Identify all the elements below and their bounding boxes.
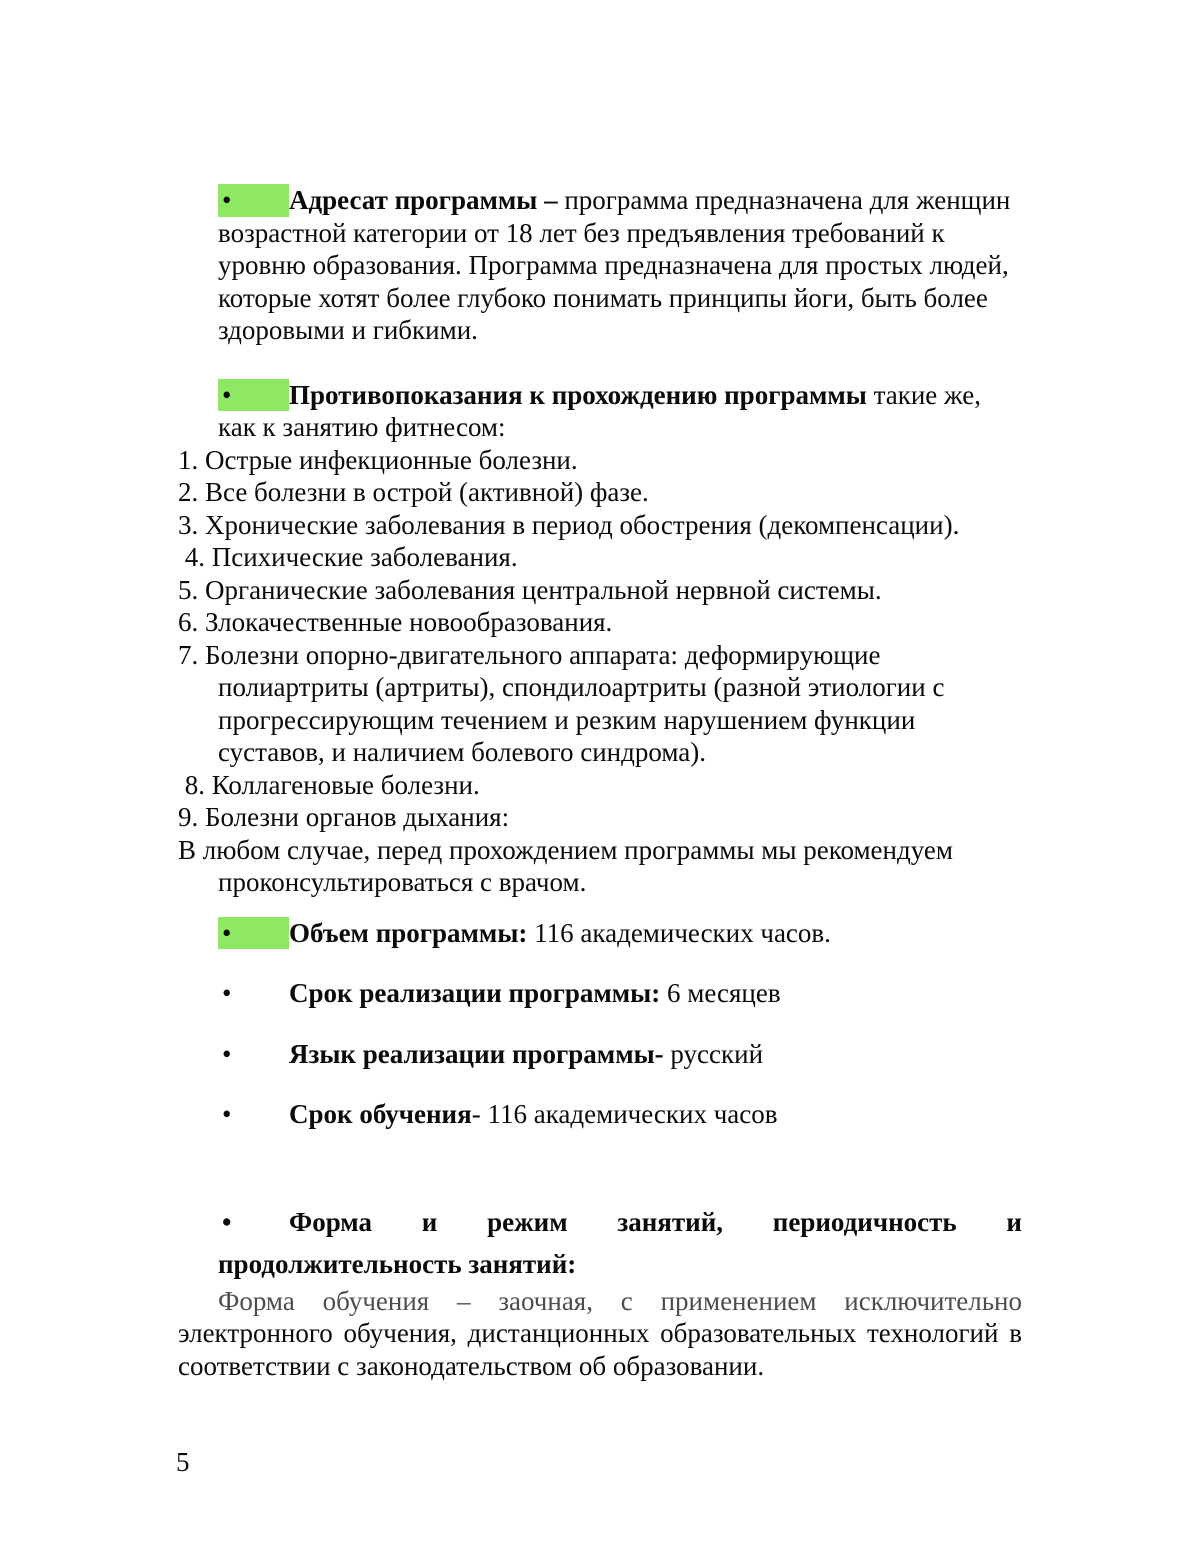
paragraph-form-heading	[218, 1201, 1022, 1285]
language-text: русский	[663, 1038, 764, 1069]
bullet-icon: •	[222, 917, 232, 948]
study-period-text: - 116 академических часов	[471, 1099, 778, 1129]
list-item: 2. Все болезни в острой (активной) фазе.	[178, 477, 649, 507]
list-item: 6. Злокачественные новообразования.	[178, 607, 613, 637]
bullet-cell	[218, 1038, 289, 1071]
page-number: 5	[176, 1447, 190, 1477]
list-item: 3. Хронические заболевания в период обострения (декомпенсации).	[178, 509, 960, 540]
closing-paragraph	[178, 1285, 1022, 1383]
paragraph-study-period	[218, 1098, 1022, 1131]
list-item: 8. Коллагеновые болезни.	[178, 769, 480, 800]
volume-text: 116 академических часов.	[527, 917, 831, 948]
bullet-icon: •	[222, 379, 232, 410]
paragraph-duration	[218, 977, 1022, 1010]
bullet-cell	[218, 1098, 289, 1131]
list-item: 9. Болезни органов дыхания:	[178, 802, 510, 832]
bullet-cell	[218, 977, 289, 1010]
bullet-icon: •	[222, 185, 232, 215]
list-item: 4. Психические заболевания.	[178, 542, 518, 572]
duration-text: 6 месяцев	[660, 978, 781, 1008]
form-heading: Форма и режим занятий, периодичность и продолжительность занятий:	[218, 1206, 1022, 1279]
highlight-mark	[218, 379, 289, 412]
paragraph-contraindications	[218, 379, 1022, 444]
paragraph-addressee	[218, 184, 1022, 347]
paragraph-volume	[218, 917, 1022, 950]
bullet-icon: •	[222, 1206, 232, 1237]
list-item: 7. Болезни опорно-двигательного аппарата: деформирующие полиартриты (артриты), спондилоартриты (разной этиологии с прогрессирующим течением и резким нарушением функции суставов, и наличием болевого синдрома).	[178, 639, 952, 767]
study-period-heading: Срок обучения	[289, 1099, 472, 1129]
highlight-mark	[218, 917, 289, 950]
closing-rest: электронного обучения, дистанционных образовательных технологий в соответствии с законодательством об образовании.	[178, 1318, 1022, 1381]
volume-heading: Объем программы:	[289, 917, 528, 948]
list-item: 5. Органические заболевания центральной нервной системы.	[178, 574, 882, 605]
bullet-cell	[218, 1201, 289, 1243]
bullet-icon: •	[222, 1099, 232, 1129]
doctor-note: В любом случае, перед прохождением программы мы рекомендуем проконсультироваться с врачом.	[178, 834, 953, 897]
list-item: 1. Острые инфекционные болезни.	[178, 444, 578, 475]
contraindications-list	[178, 444, 1022, 834]
contraindications-text: такие же, как к занятию фитнесом:	[218, 379, 982, 442]
paragraph-language	[218, 1038, 1022, 1071]
highlight-mark	[218, 184, 289, 217]
closing-lead: Форма обучения – заочная, с применением исключительно	[218, 1285, 1022, 1316]
duration-heading: Срок реализации программы:	[289, 978, 661, 1008]
bullet-icon: •	[222, 978, 232, 1008]
contraindications-heading: Противопоказания к прохождению программы	[289, 379, 867, 410]
language-heading: Язык реализации программы-	[289, 1038, 664, 1069]
addressee-heading: Адресат программы –	[289, 185, 558, 215]
bullet-icon: •	[222, 1038, 232, 1069]
addressee-text: программа предназначена для женщин возрастной категории от 18 лет без предъявления требований к уровню образования. Программа предназначена для простых людей, которые хотят более глубоко понимать принципы йоги, быть более здоровыми и гибкими.	[218, 185, 1011, 345]
